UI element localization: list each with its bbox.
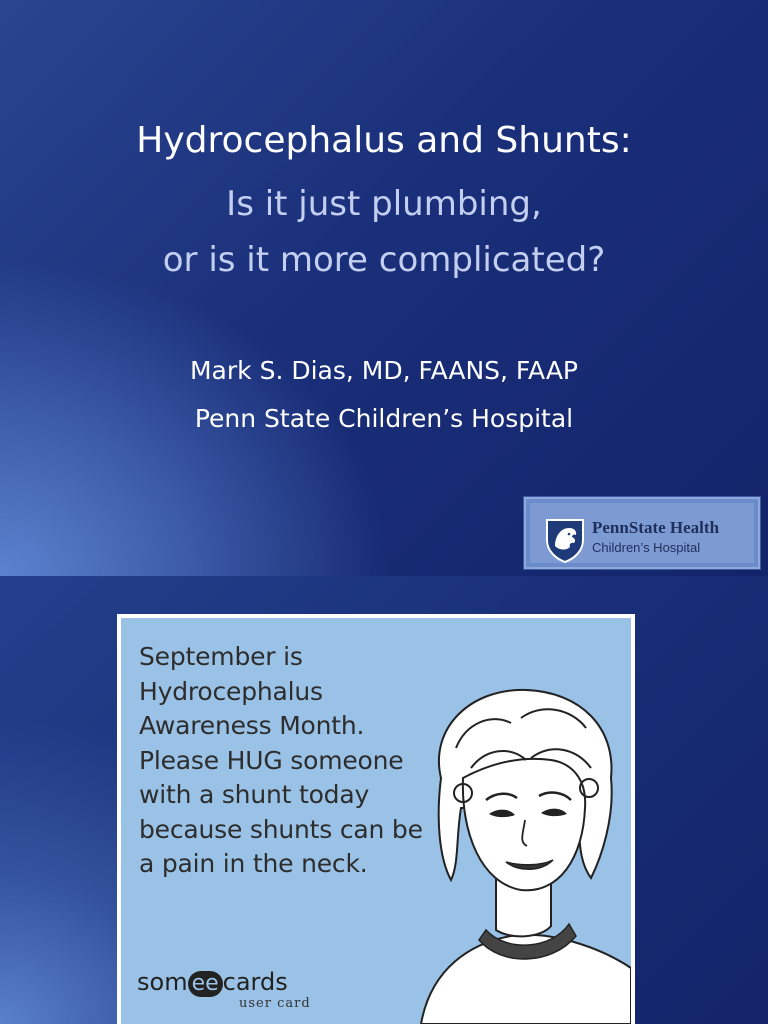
ecard-line: Awareness Month.: [139, 711, 365, 740]
slide-subtitle-line-2: or is it more complicated?: [162, 240, 606, 280]
slide-title: Hydrocephalus and Shunts:: [136, 120, 632, 161]
ecard-slide: [0, 576, 768, 1024]
ecard-panel: [121, 618, 631, 1024]
someecards-logo-suffix: cards: [222, 968, 288, 996]
someecards-logo-ee: ee: [188, 971, 223, 997]
author-organization: Penn State Children’s Hospital: [194, 404, 574, 433]
author-name: Mark S. Dias, MD, FAANS, FAAP: [189, 356, 578, 385]
penn-state-health-logo: [524, 497, 760, 569]
ecard-line: September is: [139, 642, 303, 671]
someecards-logo-prefix: som: [137, 968, 188, 996]
retro-woman-illustration: [401, 668, 631, 1024]
ecard-line: a pain in the neck.: [139, 849, 368, 878]
slide-subtitle-line-1: Is it just plumbing,: [226, 184, 542, 224]
ecard-image: [117, 614, 635, 1024]
ecard-line: because shunts can be: [139, 814, 423, 844]
logo-brand-name: PennState Health: [592, 518, 720, 537]
nittany-lion-shield-icon: [543, 516, 587, 564]
logo-brand-subtitle: Children’s Hospital: [592, 540, 701, 555]
ecard-line: Please HUG someone: [139, 745, 404, 775]
ecard-line: Hydrocephalus: [139, 676, 323, 706]
logo-panel: [530, 503, 754, 563]
ecard-line: with a shunt today: [139, 780, 370, 809]
someecards-user-card-label: user card: [239, 996, 311, 1011]
someecards-logo: [137, 968, 288, 997]
ecard-message: [139, 640, 423, 882]
